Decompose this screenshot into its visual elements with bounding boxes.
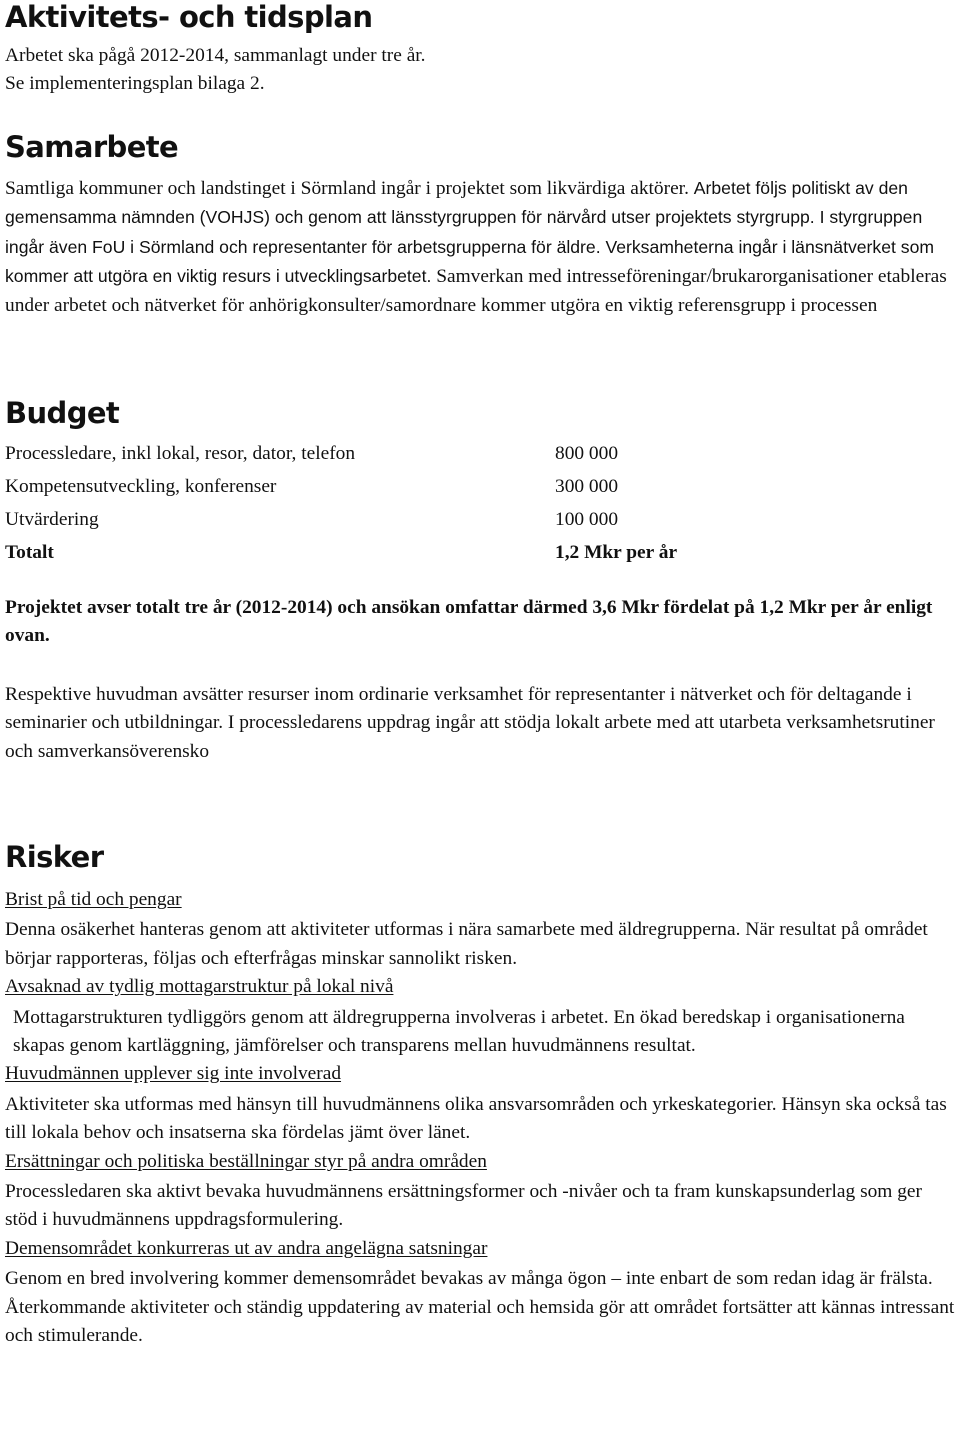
risk-heading: Avsaknad av tydlig mottagarstruktur på lokal nivå: [5, 976, 394, 998]
section-aktiviteter: [5, 0, 957, 99]
section-samarbete: [5, 130, 955, 320]
risk-heading: Huvudmännen upplever sig inte involverad: [5, 1063, 342, 1085]
budget-label: Utvärdering: [5, 509, 99, 531]
risk-text: Aktiviteter ska utformas med hänsyn till huvudmännens olika ansvarsområden och yrkeskategorier. Hänsyn ska också tas till lokala behov och insatserna ska fördelas jämt över länet.: [5, 1093, 947, 1144]
risk-item: [5, 1148, 957, 1235]
budget-value: 300 000: [555, 476, 619, 498]
budget-row: [5, 471, 955, 504]
budget-value: 800 000: [555, 443, 619, 465]
text-span: Arbetet följs politiskt av den gemensamma nämnden (VOHJS) och genom att länsstyrgruppen för närvård utser projektets styrgrupp.: [5, 178, 908, 228]
budget-summary: Projektet avser totalt tre år (2012-2014) och ansökan omfattar därmed 3,6 Mkr fördelat på 1,2 Mkr per år enligt ovan.: [5, 597, 933, 647]
budget-total-label: Totalt: [5, 542, 54, 564]
budget-total-row: [5, 537, 955, 570]
text-span: Samverkan med intresseföreningar/brukarorganisationer etableras under arbetet och nätverket för anhörigkonsulter/samordnare kommer utgöra en viktig referensgrupp i processen: [5, 266, 947, 316]
budget-value: 100 000: [555, 509, 619, 531]
text-span: Verksamheterna ingår i länsnätverket som kommer att utgöra en viktig resurs i utvecklingsarbetet.: [5, 236, 935, 287]
risk-heading: Demensområdet konkurreras ut av andra angelägna satsningar: [5, 1237, 488, 1259]
risk-text: Genom en bred involvering kommer demensområdet bevakas av många ögon – inte enbart de som redan idag är frälsta. Återkommande aktiviteter och ständig uppdatering av material och hemsida gör att området fortsätter att kännas intressant och stimulerande.: [5, 1268, 955, 1347]
section-budget: [5, 396, 955, 766]
budget-row: [5, 504, 955, 537]
section-title: Risker: [5, 840, 104, 874]
text-span: Samtliga kommuner och landstinget i Sörmland ingår i projektet som likvärdiga aktörer.: [5, 178, 689, 199]
risk-item: [5, 973, 957, 1060]
risk-text: Denna osäkerhet hanteras genom att aktiviteter utformas i nära samarbete med äldregrupperna. När resultat på området börjar rapporteras, följas och efterfrågas minskar sannolikt risken.: [5, 919, 928, 969]
risk-text: Mottagarstrukturen tydliggörs genom att äldregrupperna involveras i arbetet. En ökad beredskap i organisationerna skapas genom kartläggning, jämförelser och transparens mellan huvudmännens resultat.: [13, 1006, 905, 1057]
risk-item: [5, 1060, 957, 1147]
budget-row: [5, 438, 955, 471]
paragraph: Se implementeringsplan bilaga 2.: [5, 73, 265, 95]
budget-note: Respektive huvudman avsätter resurser inom ordinarie verksamhet för representanter i nätverket och för deltagande i seminarier och utbildningar. I processledarens uppdrag ingår att stödja lokalt arbete med att utarbeta verksamhetsrutiner och samverkansöverensko: [5, 683, 935, 762]
risk-heading: Ersättningar och politiska beställningar styr på andra områden: [5, 1150, 487, 1172]
risk-item: [5, 886, 957, 973]
section-title: Samarbete: [5, 130, 179, 164]
risk-heading: Brist på tid och pengar: [5, 889, 182, 910]
paragraph: Arbetet ska pågå 2012-2014, sammanlagt under tre år.: [5, 45, 426, 66]
budget-total-value: 1,2 Mkr per år: [555, 542, 678, 564]
section-title: Aktivitets- och tidsplan: [5, 0, 373, 34]
budget-label: Processledare, inkl lokal, resor, dator, telefon: [5, 443, 356, 465]
text-span: I styrgruppen ingår även FoU i Sörmland och representanter för arbetsgrupperna för äldre.: [5, 207, 923, 257]
section-risker: [5, 840, 957, 1351]
budget-label: Kompetensutveckling, konferenser: [5, 476, 277, 498]
budget-table: [5, 438, 955, 570]
risk-text: Processledaren ska aktivt bevaka huvudmännens ersättningsformer och -nivåer och ta fram kunskapsunderlag som ger stöd i huvudmännens uppdragsformulering.: [5, 1181, 922, 1231]
paragraph: [5, 174, 955, 320]
risk-list: [5, 886, 957, 1351]
section-title: Budget: [5, 396, 120, 430]
risk-item: [5, 1235, 957, 1351]
